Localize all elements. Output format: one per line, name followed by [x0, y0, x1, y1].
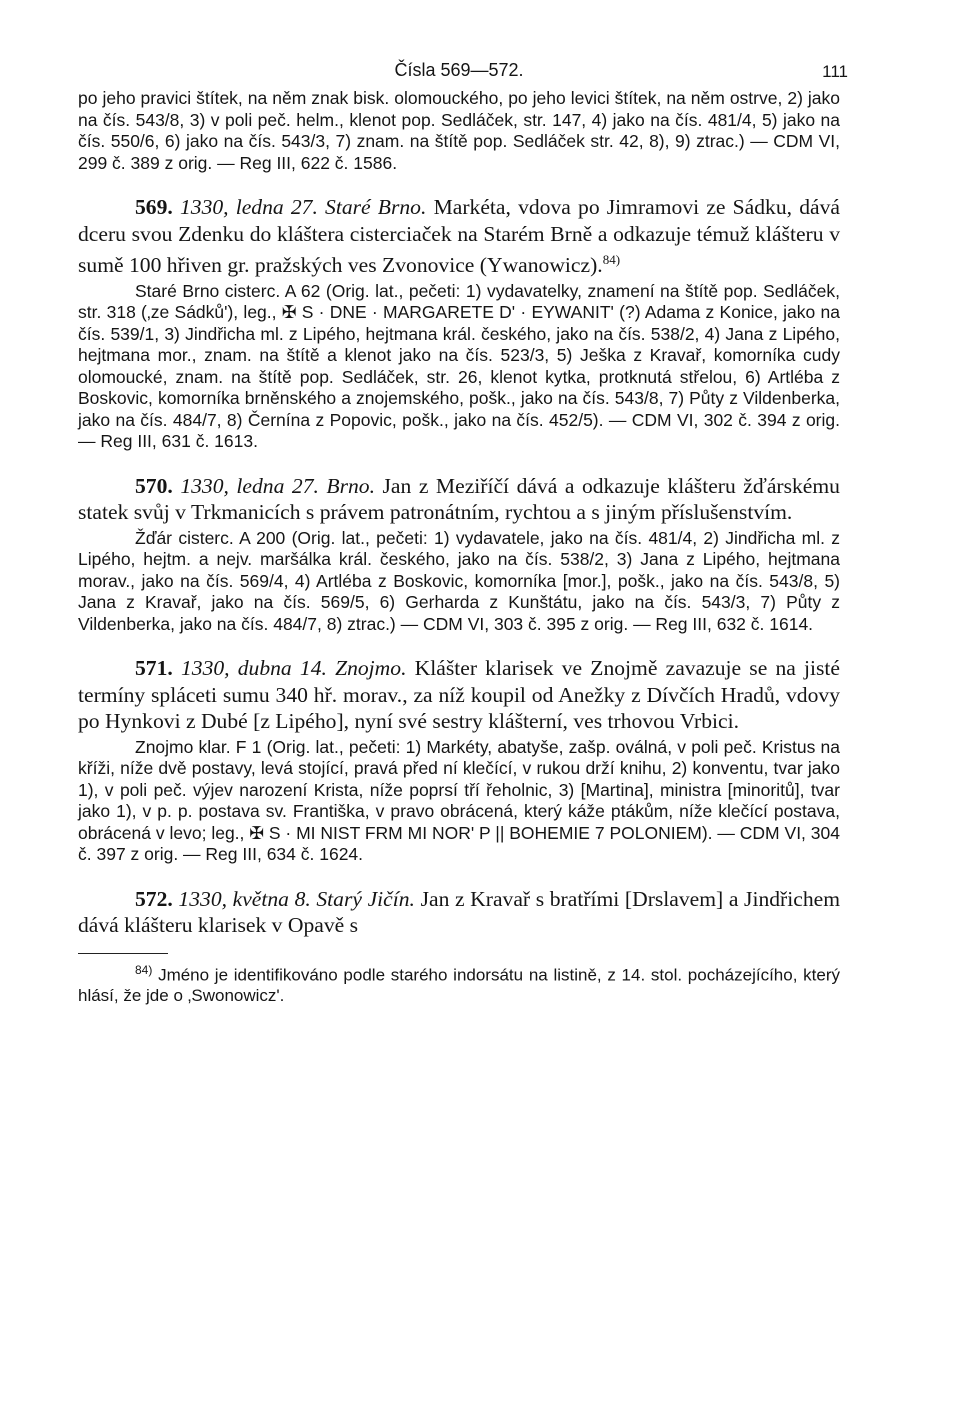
- apparatus: Znojmo klar. F 1 (Orig. lat., pečeti: 1) Markéty, abatyše, zašp. oválná, v poli peč. Kristus na kříži, níže dvě postavy, levá stojící, pravá před ní klečící, v rukou drží knihu, 2) konventu, tvar jako 1), v poli peč. výjev narození Krista, níže poprsí tří řeholnic, 3) [Martina], ministra [minoritů], tvar jako 1), v p. p. postava sv. Františka, v pravo obrácená, který káže ptákům, níže klečící postava, obrácená v levo; leg., ✠ S · MI NIST FRM MI NOR' P || BOHEMIE 7 POLONIEM). — CDM VI, 304 č. 397 z orig. — Reg III, 634 č. 1624.: [78, 736, 840, 865]
- footnote-divider: [78, 953, 168, 954]
- entry-number: 569.: [135, 195, 173, 219]
- entry-number: 572.: [135, 886, 173, 911]
- footnote-text: Jméno je identifikováno podle starého indorsátu na listině, z 14. stol. pocházejícího, který hlásí, že jde o ‚Swonowicz'.: [78, 965, 840, 1006]
- entry-571: [78, 655, 840, 866]
- entry-number: 570.: [135, 473, 173, 498]
- regest-text: Jan z Meziříčí dává a odkazuje klášteru žďárskému statek svůj v Trkmanicích s právem patronátním, rychtou a s jiným příslušenstvím.: [78, 473, 840, 525]
- entry-date: 1330, ledna 27. Staré Brno.: [179, 195, 427, 219]
- regest: [78, 655, 840, 735]
- apparatus: Staré Brno cisterc. A 62 (Orig. lat., pečeti: 1) vydavatelky, znamení na štítě pop. Sedláček, str. 318 (‚ze Sádků'), leg., ✠ S · DNE · MARGARETE D' · EYWANIT' (?) Adama z Konice, jako na čís. 539/1, 3) Jindřicha ml. z Lipého, hejtmana král. českého, jako na čís. 538/2, 4) Jana z Lipého, hejtmana mor., znam. na štítě a klenot jako na čís. 523/3, 5) Ješka z Kravař, komorníka cudy olomoucké, znam. na štítě pop. Sedláček, str. 26, klenot kytka, protknutá střelou, 6) Artléba z Boskovic, komorníka brněnského a znojemského, pošk., jako na čís. 543/8, 7) Půty z Vildenberka, jako na čís. 484/7, 8) Černína z Popovic, pošk., jako na čís. 452/5). — CDM VI, 302 č. 394 z orig. — Reg III, 631 č. 1613.: [78, 280, 840, 452]
- regest: [78, 886, 840, 939]
- page-range: Čísla 569—572.: [394, 60, 524, 80]
- regest-text: Markéta, vdova po Jimramovi ze Sádku, dává dceru svou Zdenku do kláštera cisterciaček na Starém Brně a odkazuje témuž klášteru v sumě 100 hřiven gr. pražských ves Zvonovice (Ywanowicz).: [78, 195, 840, 278]
- entry-date: 1330, ledna 27. Brno.: [180, 473, 375, 498]
- entry-570: [78, 473, 840, 636]
- regest-text: Jan z Kravař s bratřími [Drslavem] a Jindřichem dává klášteru klarisek v Opavě s: [78, 886, 841, 938]
- regest-text: Klášter klarisek ve Znojmě zavazuje se na jisté termíny spláceti sumu 340 hř. morav., za níž koupil od Anežky z Dívčích Hradů, vdovy po Hynkovi z Dubé [z Lipého], nyní své sestry klášterní, ves trhovou Vrbici.: [78, 656, 841, 734]
- preceding-text: po jeho pravici štítek, na něm znak bisk. olomouckého, po jeho levici štítek, na něm ostrve, 2) jako na čís. 543/8, 3) v poli peč. helm., klenot pop. Sedláček, str. 147, 4) jako na čís. 481/4, 5) jako na čís. 550/6, 6) jako na čís. 543/3, 7) znam. na štítě pop. Sedláček str. 42, 8), 9) ztrac.) — CDM VI, 299 č. 389 z orig. — Reg III, 622 č. 1586.: [78, 88, 840, 173]
- regest: [78, 473, 840, 526]
- regest: [78, 194, 840, 279]
- entry-number: 571.: [135, 656, 173, 681]
- running-header: [78, 52, 848, 88]
- footnote: [78, 960, 840, 1007]
- footnote-ref: 84): [602, 252, 621, 267]
- page-number: 111: [822, 62, 848, 81]
- entry-572: [78, 886, 840, 939]
- apparatus: Žďár cisterc. A 200 (Orig. lat., pečeti: 1) vydavatele, jako na čís. 481/4, 2) Jindřicha ml. z Lipého, hejtm. a nejv. maršálka král. českého, jako na čís. 538/2, 3) Jana z Lipého, hejtmana morav., jako na čís. 569/4, 4) Artléba z Boskovic, komorníka [mor.], pošk., jako na čís. 543/8, 5) Jana z Kravař, jako na čís. 569/5, 6) Gerharda z Kunštátu, jako na čís. 543/3, 7) Půty z Vildenberka, jako na čís. 484/7, 8) ztrac.) — CDM VI, 303 č. 395 z orig. — Reg III, 632 č. 1614.: [78, 527, 840, 634]
- entry-569: [78, 194, 840, 453]
- entry-date: 1330, dubna 14. Znojmo.: [180, 656, 407, 681]
- footnote-marker: 84): [135, 962, 153, 977]
- entry-date: 1330, května 8. Starý Jičín.: [178, 886, 415, 911]
